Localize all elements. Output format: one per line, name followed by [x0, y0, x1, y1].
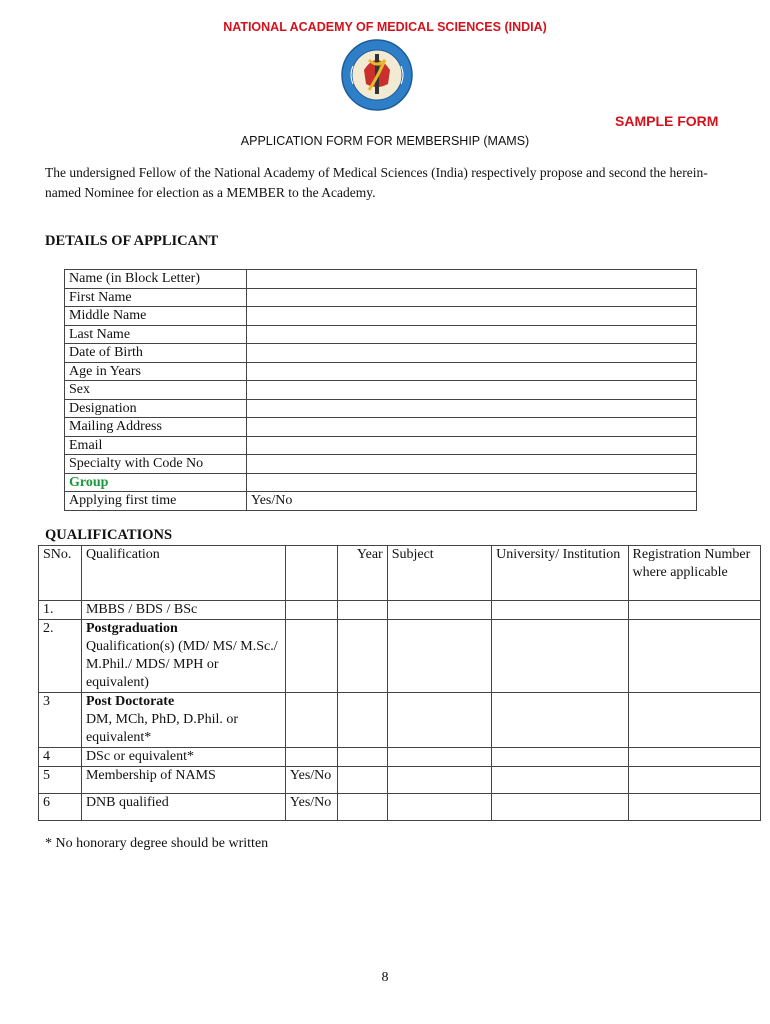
sno-cell: 6 — [39, 794, 82, 821]
qualification-text: DSc or equivalent* — [85, 749, 195, 764]
qualification-cell — [81, 767, 285, 794]
qualification-text: Qualification(s) (MD/ MS/ M.Sc./ M.Phil./ MDS/ MPH or equivalent) — [85, 639, 278, 690]
qualification-cell — [81, 748, 285, 767]
qualifications-table — [38, 545, 761, 821]
intro-paragraph: The undersigned Fellow of the National Academy of Medical Sciences (India) respectively propose and second the herein-named Nominee for election as a MEMBER to the Academy. — [45, 165, 708, 200]
field-label: Applying first time — [65, 492, 247, 511]
field-label: Name (in Block Letter) — [65, 270, 247, 289]
honorary-note: * No honorary degree should be written — [45, 836, 269, 851]
applicant-row — [65, 436, 697, 455]
sno-cell: 5 — [39, 767, 82, 794]
registration-cell[interactable] — [628, 748, 761, 767]
year-cell[interactable] — [337, 794, 387, 821]
subject-cell[interactable] — [387, 620, 491, 693]
applicant-row — [65, 270, 697, 289]
field-label: Group — [65, 473, 247, 492]
field-label: Age in Years — [65, 362, 247, 381]
subject-cell[interactable] — [387, 693, 491, 748]
university-cell[interactable] — [492, 748, 628, 767]
qualification-row — [39, 748, 761, 767]
field-value[interactable]: Yes/No — [247, 492, 697, 511]
field-value[interactable] — [247, 473, 697, 492]
subject-cell[interactable] — [387, 767, 491, 794]
qualification-cell — [81, 693, 285, 748]
yesno-cell[interactable]: Yes/No — [285, 767, 337, 794]
applicant-row — [65, 288, 697, 307]
academy-title: NATIONAL ACADEMY OF MEDICAL SCIENCES (INDIA) — [223, 20, 547, 34]
field-label: Email — [65, 436, 247, 455]
field-value[interactable] — [247, 455, 697, 474]
university-cell[interactable] — [492, 620, 628, 693]
university-cell[interactable] — [492, 601, 628, 620]
applicant-row — [65, 455, 697, 474]
col-qualification: Qualification — [81, 546, 285, 601]
yesno-cell[interactable]: Yes/No — [285, 794, 337, 821]
qualification-category: Post Doctorate — [85, 694, 175, 709]
qualification-cell — [81, 620, 285, 693]
applicant-details-table — [64, 269, 697, 511]
col-sno: SNo. — [39, 546, 82, 601]
applicant-row — [65, 325, 697, 344]
subject-cell[interactable] — [387, 748, 491, 767]
qualification-text: DNB qualified — [85, 795, 169, 810]
field-label: Sex — [65, 381, 247, 400]
qualification-text: DM, MCh, PhD, D.Phil. or equivalent* — [85, 712, 239, 745]
qualification-category: Postgraduation — [85, 621, 178, 636]
form-title: APPLICATION FORM FOR MEMBERSHIP (MAMS) — [240, 134, 530, 148]
year-cell[interactable] — [337, 601, 387, 620]
qualification-cell — [81, 794, 285, 821]
applicant-row — [65, 473, 697, 492]
field-label: Mailing Address — [65, 418, 247, 437]
col-university: University/ Institution — [492, 546, 628, 601]
applicant-row — [65, 307, 697, 326]
col-year: Year — [337, 546, 387, 601]
applicant-heading: DETAILS OF APPLICANT — [45, 233, 219, 249]
qualification-text: MBBS / BDS / BSc — [85, 602, 198, 617]
sample-form-label: SAMPLE FORM — [615, 113, 719, 129]
sno-cell: 2. — [39, 620, 82, 693]
qualification-text: Membership of NAMS — [85, 768, 216, 783]
qualifications-heading: QUALIFICATIONS — [45, 527, 173, 543]
applicant-row — [65, 362, 697, 381]
field-value[interactable] — [247, 325, 697, 344]
university-cell[interactable] — [492, 767, 628, 794]
university-cell[interactable] — [492, 794, 628, 821]
field-label: Specialty with Code No — [65, 455, 247, 474]
field-value[interactable] — [247, 418, 697, 437]
registration-cell[interactable] — [628, 767, 761, 794]
field-value[interactable] — [247, 381, 697, 400]
qualifications-header-row — [39, 546, 761, 601]
applicant-row — [65, 399, 697, 418]
field-label: Middle Name — [65, 307, 247, 326]
yesno-cell[interactable] — [285, 620, 337, 693]
qualification-cell — [81, 601, 285, 620]
registration-cell[interactable] — [628, 601, 761, 620]
yesno-cell[interactable] — [285, 693, 337, 748]
registration-cell[interactable] — [628, 794, 761, 821]
page-number: 8 — [381, 970, 389, 985]
field-label: First Name — [65, 288, 247, 307]
col-yesno — [285, 546, 337, 601]
col-subject: Subject — [387, 546, 491, 601]
university-cell[interactable] — [492, 693, 628, 748]
registration-cell[interactable] — [628, 693, 761, 748]
applicant-row — [65, 492, 697, 511]
field-value[interactable] — [247, 362, 697, 381]
qualification-row — [39, 693, 761, 748]
field-value[interactable] — [247, 288, 697, 307]
qualification-row — [39, 601, 761, 620]
field-label: Last Name — [65, 325, 247, 344]
field-value[interactable] — [247, 307, 697, 326]
academy-logo — [339, 38, 415, 112]
sno-cell: 3 — [39, 693, 82, 748]
registration-cell[interactable] — [628, 620, 761, 693]
subject-cell[interactable] — [387, 794, 491, 821]
field-value[interactable] — [247, 436, 697, 455]
sno-cell: 4 — [39, 748, 82, 767]
yesno-cell[interactable] — [285, 601, 337, 620]
field-value[interactable] — [247, 399, 697, 418]
subject-cell[interactable] — [387, 601, 491, 620]
sno-cell: 1. — [39, 601, 82, 620]
yesno-cell[interactable] — [285, 748, 337, 767]
year-cell[interactable] — [337, 767, 387, 794]
field-value[interactable] — [247, 270, 697, 289]
qualification-row — [39, 767, 761, 794]
col-registration: Registration Number where applicable — [628, 546, 761, 601]
applicant-row — [65, 344, 697, 363]
year-cell[interactable] — [337, 693, 387, 748]
applicant-row — [65, 418, 697, 437]
year-cell[interactable] — [337, 748, 387, 767]
field-label: Date of Birth — [65, 344, 247, 363]
applicant-row — [65, 381, 697, 400]
qualification-row — [39, 794, 761, 821]
qualification-row — [39, 620, 761, 693]
field-label: Designation — [65, 399, 247, 418]
year-cell[interactable] — [337, 620, 387, 693]
field-value[interactable] — [247, 344, 697, 363]
